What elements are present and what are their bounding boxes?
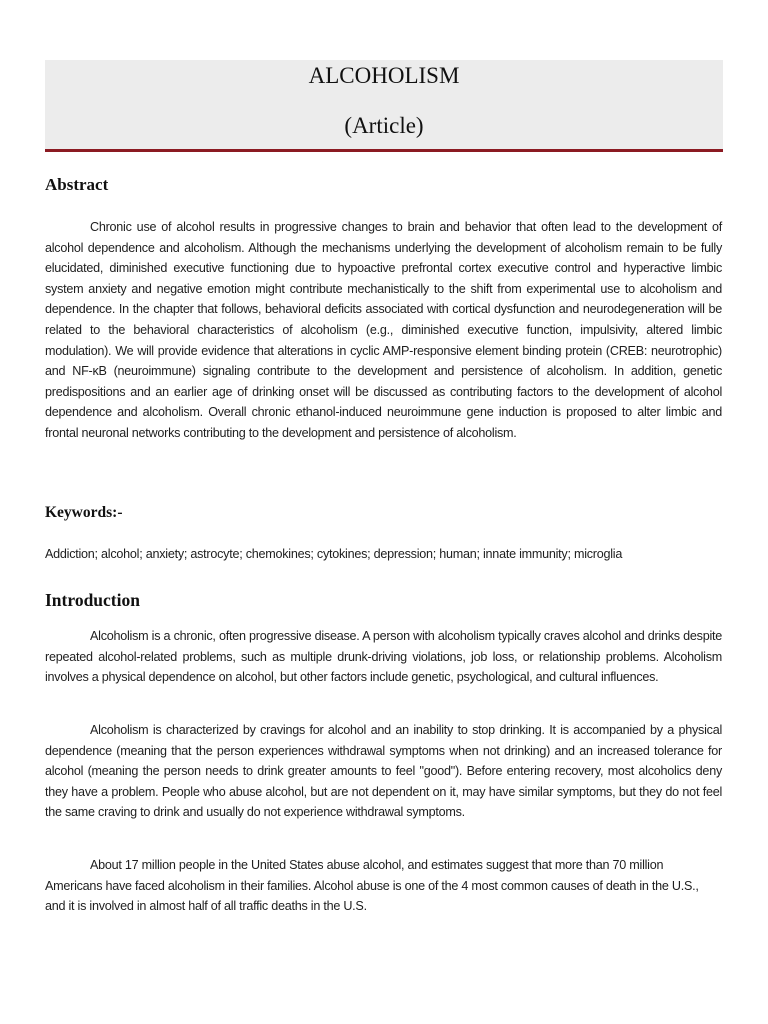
keywords-text: Addiction; alcohol; anxiety; astrocyte; chemokines; cytokines; depression; human; innate immunity; microglia [45, 547, 623, 561]
introduction-paragraph-1: Alcoholism is a chronic, often progressive disease. A person with alcoholism typically craves alcohol and drinks despite repeated alcohol-related problems, such as multiple drunk-driving violations, job loss, or relationship problems. Alcoholism involves a physical dependence on alcohol, but other factors include genetic, psychological, and cultural influences. [45, 629, 722, 685]
introduction-heading: Introduction [45, 590, 140, 610]
document-title: ALCOHOLISM [308, 63, 460, 88]
keywords-heading: Keywords:- [45, 504, 123, 521]
title-banner [45, 60, 723, 152]
introduction-paragraph-3: About 17 million people in the United States abuse alcohol, and estimates suggest that more than 70 million Americans have faced alcoholism in their families. Alcohol abuse is one of the 4 most common causes of death in the U.S., and it is involved in almost half of all traffic deaths in the U.S. [45, 858, 699, 914]
document-subtitle: (Article) [344, 113, 424, 138]
abstract-heading: Abstract [45, 175, 109, 194]
abstract-text: Chronic use of alcohol results in progressive changes to brain and behavior that often lead to the development of alcohol dependence and alcoholism. Although the mechanisms underlying the development of alcoholism remain to be fully elucidated, diminished executive functioning due to hypoactive prefrontal cortex executive control and hyperactive limbic system anxiety and negative emotion might contribute mechanistically to the shift from experimental use to alcoholism and dependence. In the chapter that follows, behavioral deficits associated with cortical dysfunction and neurodegeneration will be related to the behavioral characteristics of alcoholism (e.g., diminished executive function, impulsivity, altered limbic modulation). We will provide evidence that alterations in cyclic AMP-responsive element binding protein (CREB: neurotrophic) and NF-κB (neuroimmune) signaling contribute to the development and persistence of alcoholism. In addition, genetic predispositions and an earlier age of drinking onset will be discussed as contributing factors to the development of alcohol dependence and alcoholism. Overall chronic ethanol-induced neuroimmune gene induction is proposed to alter limbic and frontal neuronal networks contributing to the development and persistence of alcoholism. [45, 220, 722, 440]
introduction-paragraph-2: Alcoholism is characterized by cravings for alcohol and an inability to stop drinking. It is accompanied by a physical dependence (meaning that the person experiences withdrawal symptoms when not drinking) and an increased tolerance for alcohol (meaning the person needs to drink greater amounts to feel "good"). Before entering recovery, most alcoholics deny they have a problem. People who abuse alcohol, but are not dependent on it, may have similar symptoms, but they do not feel the same craving to drink and usually do not experience withdrawal symptoms. [45, 723, 722, 820]
